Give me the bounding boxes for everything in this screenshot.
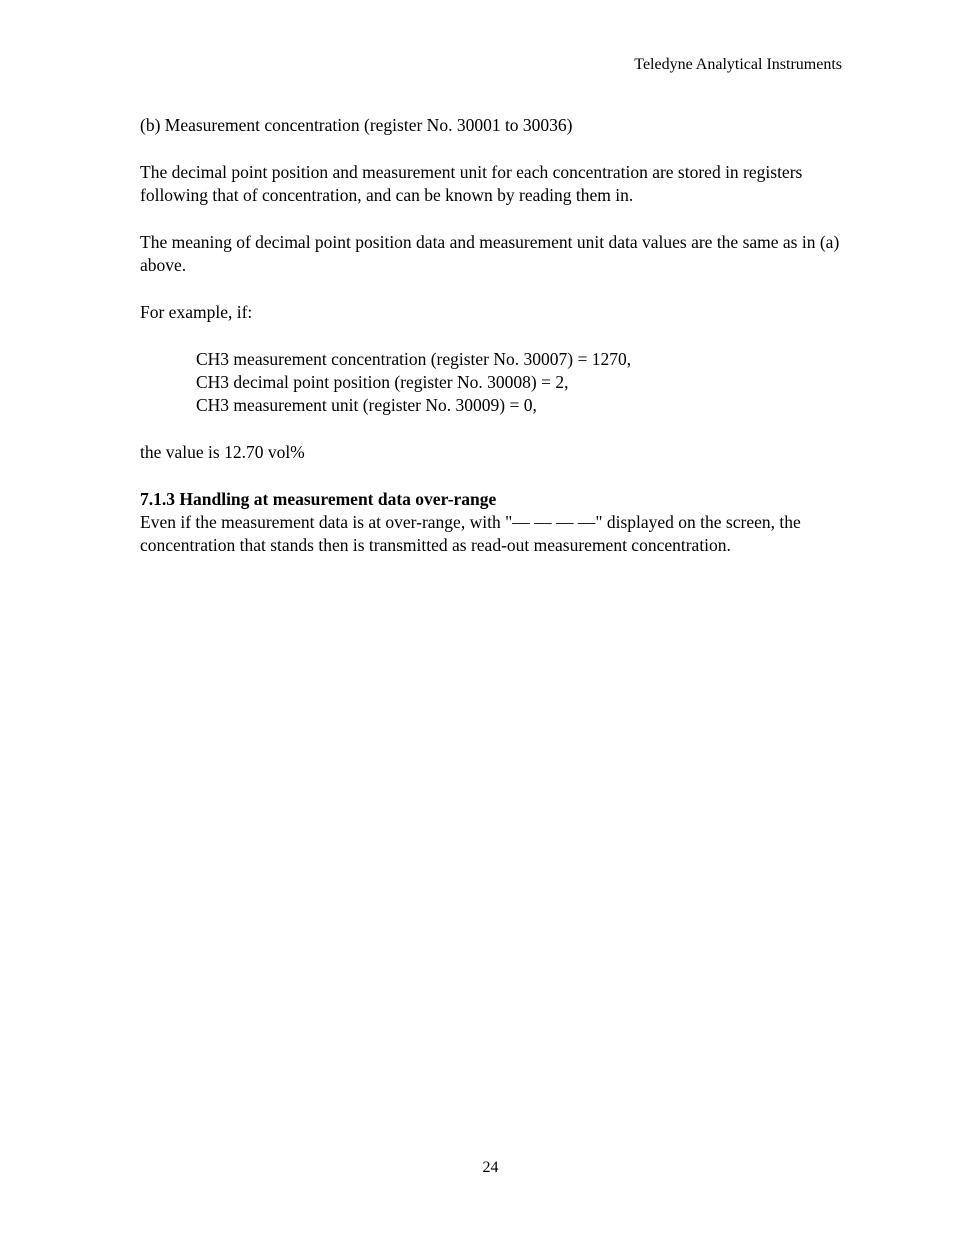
- subheading-measurement-concentration: (b) Measurement concentration (register No. 30001 to 30036): [140, 115, 573, 135]
- example-line-decimal-point: CH3 decimal point position (register No. 30008) = 2,: [196, 372, 569, 392]
- document-body: [140, 114, 846, 557]
- example-block: [140, 348, 846, 417]
- paragraph-for-example: For example, if:: [140, 302, 253, 322]
- section-heading-over-range: 7.1.3 Handling at measurement data over-range: [140, 489, 497, 509]
- paragraph-meaning-of-values: The meaning of decimal point position data and measurement unit data values are the same as in (a) above.: [140, 232, 840, 275]
- example-line-concentration: CH3 measurement concentration (register No. 30007) = 1270,: [196, 349, 632, 369]
- example-line-unit: CH3 measurement unit (register No. 30009) = 0,: [196, 395, 537, 415]
- paragraph-result-value: the value is 12.70 vol%: [140, 442, 305, 462]
- page-number: 24: [482, 1159, 499, 1176]
- paragraph-decimal-point-storage: The decimal point position and measurement unit for each concentration are stored in registers following that of concentration, and can be known by reading them in.: [140, 162, 803, 205]
- page-header-company: Teledyne Analytical Instruments: [634, 56, 842, 73]
- section-text-over-range: Even if the measurement data is at over-range, with "— — — —" displayed on the screen, the concentration that stands then is transmitted as read-out measurement concentration.: [140, 512, 801, 555]
